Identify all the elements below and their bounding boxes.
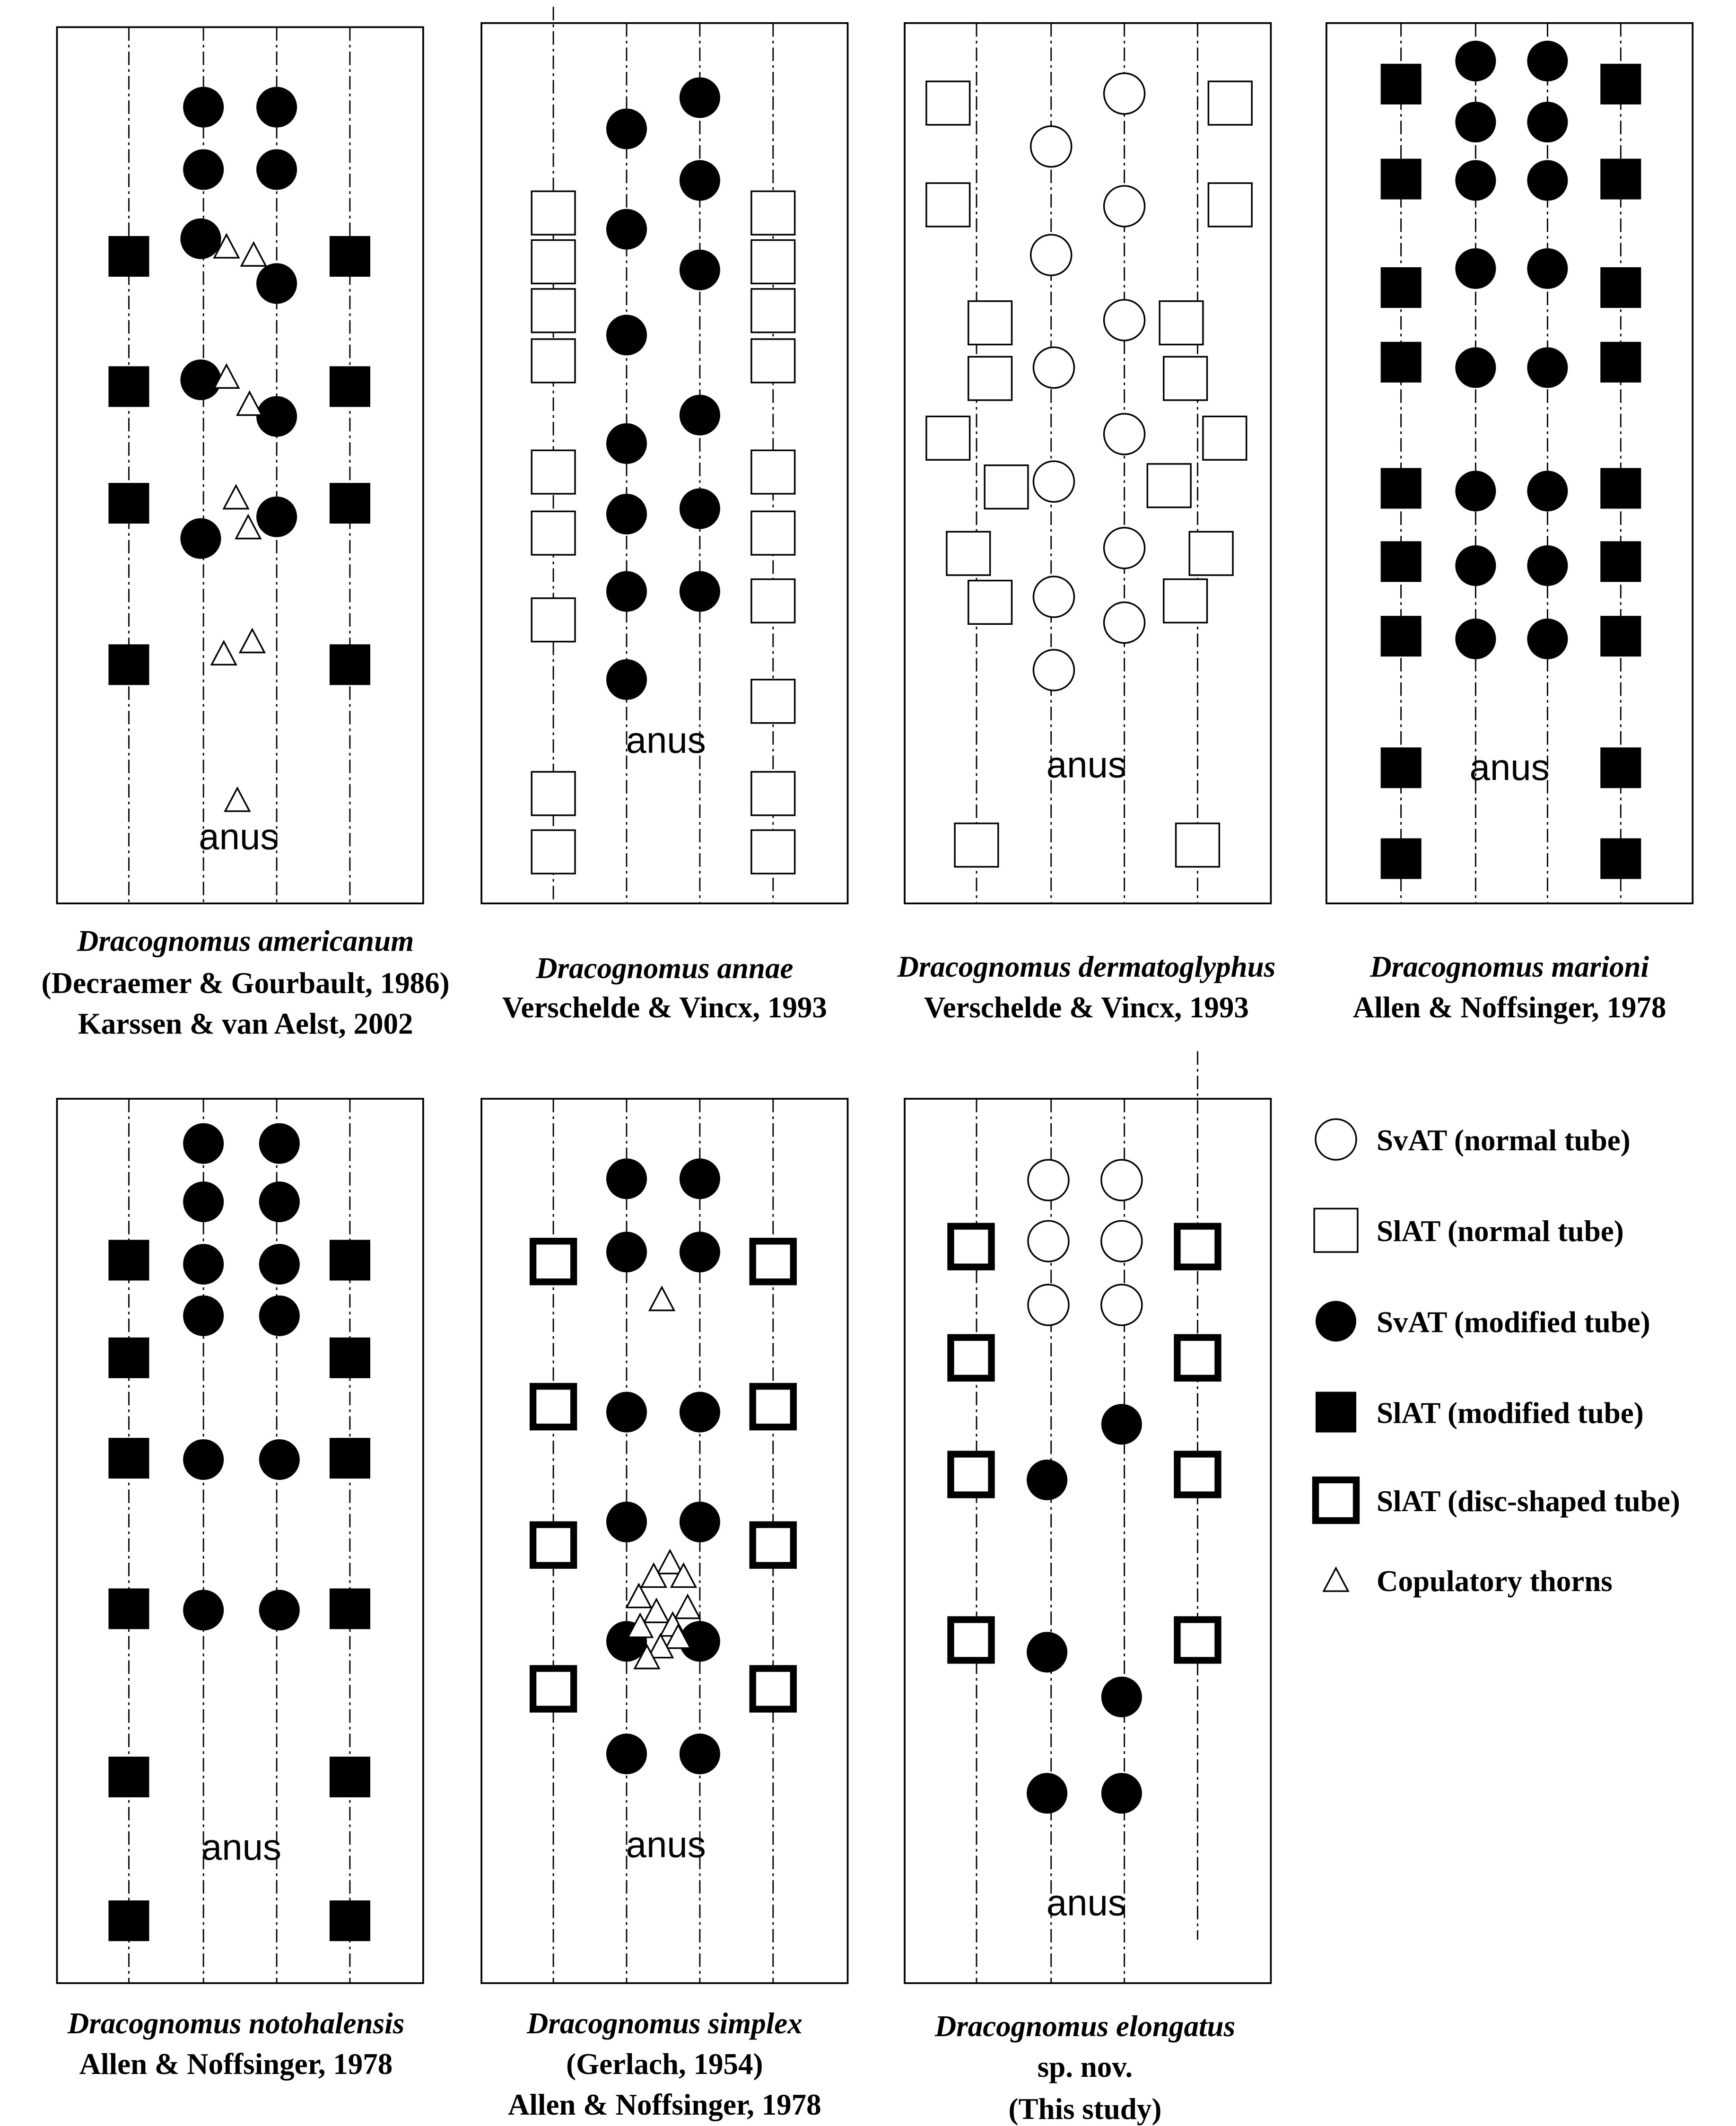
svat-modified-symbol xyxy=(256,396,297,437)
svat-normal-symbol xyxy=(1104,602,1145,643)
legend-open-circle-icon xyxy=(1316,1119,1356,1160)
slat-normal-symbol xyxy=(532,339,575,383)
slat-normal-symbol xyxy=(751,772,795,815)
svat-normal-symbol xyxy=(1028,1160,1069,1200)
slat-modified-symbol xyxy=(1381,342,1422,383)
svat-modified-symbol xyxy=(1455,545,1496,586)
copulatory-thorn-symbol xyxy=(224,486,248,509)
legend xyxy=(1314,1119,1680,1598)
svat-modified-symbol xyxy=(680,395,720,436)
slat-disc-symbol xyxy=(1177,1338,1218,1378)
panel-annae xyxy=(481,7,847,1024)
slat-modified-symbol xyxy=(330,644,370,685)
svat-modified-symbol xyxy=(680,77,720,118)
svat-normal-symbol xyxy=(1101,1160,1142,1200)
slat-modified-symbol xyxy=(1600,616,1641,656)
copulatory-thorn-symbol xyxy=(658,1550,682,1574)
slat-normal-symbol xyxy=(1164,357,1207,400)
panel-simplex xyxy=(481,1099,847,2121)
svat-modified-symbol xyxy=(606,209,647,250)
svat-modified-symbol xyxy=(183,1181,224,1222)
slat-normal-symbol xyxy=(1208,81,1252,125)
svat-normal-symbol xyxy=(1033,347,1074,388)
svat-modified-symbol xyxy=(680,1392,720,1433)
svat-modified-symbol xyxy=(1455,619,1496,659)
copulatory-thorn-symbol xyxy=(225,788,250,811)
slat-modified-symbol xyxy=(108,1338,149,1378)
legend-filled-circle-icon xyxy=(1316,1301,1356,1341)
svat-normal-symbol xyxy=(1028,1285,1069,1325)
svat-normal-symbol xyxy=(1033,461,1074,502)
slat-normal-symbol xyxy=(751,289,795,332)
slat-normal-symbol xyxy=(985,465,1028,509)
slat-disc-symbol xyxy=(753,1525,794,1566)
legend-label: Copulatory thorns xyxy=(1377,1565,1613,1598)
slat-normal-symbol xyxy=(968,357,1012,400)
slat-normal-symbol xyxy=(751,240,795,284)
svat-modified-symbol xyxy=(180,219,221,259)
slat-normal-symbol xyxy=(968,301,1012,345)
slat-modified-symbol xyxy=(108,1900,149,1941)
svat-modified-symbol xyxy=(183,1295,224,1336)
slat-disc-symbol xyxy=(533,1669,574,1709)
slat-normal-symbol xyxy=(751,830,795,874)
slat-modified-symbol xyxy=(1381,838,1422,879)
slat-modified-symbol xyxy=(1381,541,1422,582)
svat-normal-symbol xyxy=(1104,414,1145,455)
svat-modified-symbol xyxy=(256,149,297,190)
svat-modified-symbol xyxy=(1527,160,1568,201)
slat-modified-symbol xyxy=(108,644,149,685)
species-authority: Allen & Noffsinger, 1978 xyxy=(79,2047,393,2081)
svat-modified-symbol xyxy=(606,1502,647,1542)
slat-disc-symbol xyxy=(1177,1454,1218,1495)
slat-modified-symbol xyxy=(330,1757,370,1797)
svat-normal-symbol xyxy=(1028,1221,1069,1261)
species-authority: Allen & Noffsinger, 1978 xyxy=(1352,991,1666,1024)
species-authority: Verschelde & Vincx, 1993 xyxy=(924,991,1249,1024)
svat-modified-symbol xyxy=(1455,347,1496,388)
legend-label: SvAT (normal tube) xyxy=(1377,1124,1631,1157)
slat-modified-symbol xyxy=(108,236,149,277)
slat-normal-symbol xyxy=(532,240,575,284)
svat-modified-symbol xyxy=(606,571,647,612)
species-authority: (Decraemer & Gourbault, 1986) xyxy=(41,966,450,1000)
svat-modified-symbol xyxy=(259,1123,300,1164)
svat-modified-symbol xyxy=(606,1392,647,1433)
svat-modified-symbol xyxy=(1527,248,1568,289)
panel-frame xyxy=(57,27,423,903)
svat-modified-symbol xyxy=(680,571,720,612)
svat-modified-symbol xyxy=(1527,471,1568,511)
slat-normal-symbol xyxy=(532,289,575,332)
svat-modified-symbol xyxy=(680,1502,720,1542)
legend-item xyxy=(1316,1392,1644,1433)
svat-modified-symbol xyxy=(256,497,297,537)
slat-modified-symbol xyxy=(1600,747,1641,788)
anus-label: anus xyxy=(199,815,279,857)
svat-modified-symbol xyxy=(259,1590,300,1630)
copulatory-thorn-symbol xyxy=(650,1287,674,1311)
slat-modified-symbol xyxy=(330,1588,370,1629)
svat-modified-symbol xyxy=(606,108,647,149)
slat-disc-symbol xyxy=(951,1619,991,1660)
slat-normal-symbol xyxy=(751,339,795,383)
legend-disc-square-icon xyxy=(1316,1480,1356,1521)
svat-modified-symbol xyxy=(183,1439,224,1480)
svat-normal-symbol xyxy=(1104,73,1145,114)
species-name: Dracognomus notohalensis xyxy=(67,2007,405,2040)
slat-normal-symbol xyxy=(751,680,795,723)
legend-triangle-icon xyxy=(1324,1568,1348,1591)
anus-label: anus xyxy=(626,719,706,761)
slat-disc-symbol xyxy=(951,1226,991,1267)
svat-modified-symbol xyxy=(606,315,647,355)
slat-modified-symbol xyxy=(1600,64,1641,105)
svat-modified-symbol xyxy=(1027,1460,1067,1500)
svat-modified-symbol xyxy=(259,1244,300,1285)
slat-normal-symbol xyxy=(532,598,575,642)
legend-label: SlAT (normal tube) xyxy=(1377,1215,1624,1248)
slat-modified-symbol xyxy=(1381,64,1422,105)
slat-disc-symbol xyxy=(533,1525,574,1566)
species-authority: sp. nov. xyxy=(1037,2050,1133,2083)
species-authority: (This study) xyxy=(1008,2092,1162,2126)
svat-modified-symbol xyxy=(1527,102,1568,142)
slat-normal-symbol xyxy=(532,830,575,874)
legend-label: SvAT (modified tube) xyxy=(1377,1305,1650,1339)
slat-modified-symbol xyxy=(330,366,370,407)
slat-modified-symbol xyxy=(108,483,149,524)
svat-modified-symbol xyxy=(259,1295,300,1336)
slat-modified-symbol xyxy=(108,1757,149,1797)
slat-normal-symbol xyxy=(751,511,795,555)
legend-label: SlAT (modified tube) xyxy=(1377,1396,1644,1430)
species-name: Dracognomus dermatoglyphus xyxy=(897,950,1276,983)
slat-modified-symbol xyxy=(1381,616,1422,656)
slat-normal-symbol xyxy=(926,183,970,227)
slat-modified-symbol xyxy=(1600,838,1641,879)
svat-modified-symbol xyxy=(606,1232,647,1272)
slat-modified-symbol xyxy=(108,1240,149,1280)
svat-modified-symbol xyxy=(259,1181,300,1222)
svat-modified-symbol xyxy=(1527,545,1568,586)
svat-modified-symbol xyxy=(1101,1404,1142,1444)
anus-label: anus xyxy=(1046,1881,1126,1924)
svat-modified-symbol xyxy=(1527,347,1568,388)
slat-modified-symbol xyxy=(1600,541,1641,582)
svat-normal-symbol xyxy=(1031,126,1072,167)
panel-americanum xyxy=(42,27,450,1040)
copulatory-thorn-symbol xyxy=(237,392,262,415)
slat-normal-symbol xyxy=(751,450,795,494)
svat-modified-symbol xyxy=(680,1733,720,1774)
legend-item xyxy=(1324,1565,1613,1598)
svat-modified-symbol xyxy=(680,1158,720,1199)
species-name: Dracognomus elongatus xyxy=(934,2009,1236,2043)
slat-disc-symbol xyxy=(1177,1226,1218,1267)
slat-normal-symbol xyxy=(532,511,575,555)
svat-modified-symbol xyxy=(1027,1773,1067,1813)
slat-normal-symbol xyxy=(1203,416,1247,460)
legend-label: SlAT (disc-shaped tube) xyxy=(1377,1485,1680,1518)
legend-item xyxy=(1316,1480,1680,1521)
legend-item xyxy=(1314,1208,1624,1252)
species-authority: Verschelde & Vincx, 1993 xyxy=(502,991,827,1024)
slat-disc-symbol xyxy=(533,1241,574,1282)
anus-label: anus xyxy=(201,1826,282,1868)
slat-normal-symbol xyxy=(1189,532,1233,575)
slat-normal-symbol xyxy=(955,823,998,867)
slat-normal-symbol xyxy=(947,532,990,575)
slat-disc-symbol xyxy=(951,1338,991,1378)
panels xyxy=(42,7,1693,2126)
svat-modified-symbol xyxy=(1101,1773,1142,1813)
slat-modified-symbol xyxy=(330,236,370,277)
species-authority: Karssen & van Aelst, 2002 xyxy=(78,1007,413,1041)
slat-modified-symbol xyxy=(330,1900,370,1941)
svat-normal-symbol xyxy=(1104,300,1145,341)
svat-modified-symbol xyxy=(1455,102,1496,142)
slat-normal-symbol xyxy=(532,450,575,494)
svat-normal-symbol xyxy=(1033,650,1074,691)
svat-modified-symbol xyxy=(180,518,221,559)
svat-modified-symbol xyxy=(256,87,297,128)
slat-normal-symbol xyxy=(968,581,1012,624)
legend-item xyxy=(1316,1301,1650,1341)
svat-modified-symbol xyxy=(1527,41,1568,81)
slat-modified-symbol xyxy=(108,366,149,407)
slat-disc-symbol xyxy=(951,1454,991,1495)
slat-modified-symbol xyxy=(1381,468,1422,508)
slat-normal-symbol xyxy=(1208,183,1252,227)
slat-modified-symbol xyxy=(1381,159,1422,200)
svat-modified-symbol xyxy=(183,149,224,190)
svat-modified-symbol xyxy=(680,250,720,290)
slat-normal-symbol xyxy=(532,772,575,815)
slat-normal-symbol xyxy=(751,579,795,623)
legend-open-square-icon xyxy=(1314,1208,1358,1252)
svat-modified-symbol xyxy=(606,423,647,464)
slat-normal-symbol xyxy=(926,81,970,125)
svat-modified-symbol xyxy=(1101,1677,1142,1717)
slat-modified-symbol xyxy=(1600,267,1641,308)
slat-normal-symbol xyxy=(1176,823,1220,867)
slat-modified-symbol xyxy=(330,1438,370,1479)
slat-modified-symbol xyxy=(330,1240,370,1280)
svat-normal-symbol xyxy=(1104,528,1145,569)
slat-disc-symbol xyxy=(753,1386,794,1427)
slat-modified-symbol xyxy=(108,1438,149,1479)
slat-normal-symbol xyxy=(1164,579,1207,623)
svat-modified-symbol xyxy=(606,659,647,700)
svat-modified-symbol xyxy=(259,1439,300,1480)
copulatory-thorn-symbol xyxy=(242,243,266,266)
svat-normal-symbol xyxy=(1101,1221,1142,1261)
copulatory-thorn-symbol xyxy=(211,642,236,665)
svat-modified-symbol xyxy=(680,488,720,529)
slat-modified-symbol xyxy=(1600,468,1641,508)
svat-modified-symbol xyxy=(183,87,224,128)
copulatory-thorn-symbol xyxy=(240,630,265,653)
slat-normal-symbol xyxy=(532,191,575,235)
svat-normal-symbol xyxy=(1033,577,1074,617)
species-authority: (Gerlach, 1954) xyxy=(566,2047,763,2081)
species-authority: Allen & Noffsinger, 1978 xyxy=(507,2088,821,2122)
panel-marioni xyxy=(1326,23,1692,1024)
svat-modified-symbol xyxy=(1455,471,1496,511)
svat-normal-symbol xyxy=(1031,235,1072,275)
svat-modified-symbol xyxy=(183,1123,224,1164)
anus-label: anus xyxy=(626,1823,706,1865)
slat-normal-symbol xyxy=(751,191,795,235)
svat-modified-symbol xyxy=(183,1244,224,1285)
slat-modified-symbol xyxy=(1600,159,1641,200)
species-name: Dracognomus americanum xyxy=(77,924,414,958)
panel-elongatus xyxy=(905,1051,1271,2126)
slat-modified-symbol xyxy=(1381,747,1422,788)
svat-modified-symbol xyxy=(680,160,720,201)
slat-disc-symbol xyxy=(533,1386,574,1427)
panel-dermatoglyphus xyxy=(897,23,1275,1024)
svat-modified-symbol xyxy=(180,359,221,400)
svat-modified-symbol xyxy=(256,263,297,304)
svat-modified-symbol xyxy=(606,494,647,534)
svat-modified-symbol xyxy=(1527,619,1568,659)
slat-normal-symbol xyxy=(1147,464,1191,507)
panel-notohalensis xyxy=(57,1099,423,2081)
slat-modified-symbol xyxy=(330,1338,370,1378)
svat-normal-symbol xyxy=(1101,1285,1142,1325)
anus-label: anus xyxy=(1046,744,1126,786)
legend-filled-square-icon xyxy=(1316,1392,1356,1433)
slat-normal-symbol xyxy=(1160,301,1203,345)
slat-disc-symbol xyxy=(753,1241,794,1282)
slat-disc-symbol xyxy=(753,1669,794,1709)
svat-modified-symbol xyxy=(1455,41,1496,81)
slat-modified-symbol xyxy=(108,1588,149,1629)
species-name: Dracognomus annae xyxy=(536,951,794,985)
slat-normal-symbol xyxy=(926,416,970,460)
legend-item xyxy=(1316,1119,1631,1160)
svat-modified-symbol xyxy=(680,1232,720,1272)
svat-modified-symbol xyxy=(606,1733,647,1774)
slat-modified-symbol xyxy=(1381,267,1422,308)
species-name: Dracognomus marioni xyxy=(1370,950,1649,983)
copulatory-thorn-symbol xyxy=(675,1595,700,1619)
svat-normal-symbol xyxy=(1104,186,1145,227)
anus-label: anus xyxy=(1469,746,1550,788)
species-name: Dracognomus simplex xyxy=(526,2007,803,2040)
slat-modified-symbol xyxy=(330,483,370,524)
svat-modified-symbol xyxy=(606,1158,647,1199)
svat-modified-symbol xyxy=(1027,1632,1067,1672)
svat-modified-symbol xyxy=(1455,248,1496,289)
slat-disc-symbol xyxy=(1177,1619,1218,1660)
svat-modified-symbol xyxy=(183,1590,224,1630)
svat-modified-symbol xyxy=(1455,160,1496,201)
slat-modified-symbol xyxy=(1600,342,1641,383)
